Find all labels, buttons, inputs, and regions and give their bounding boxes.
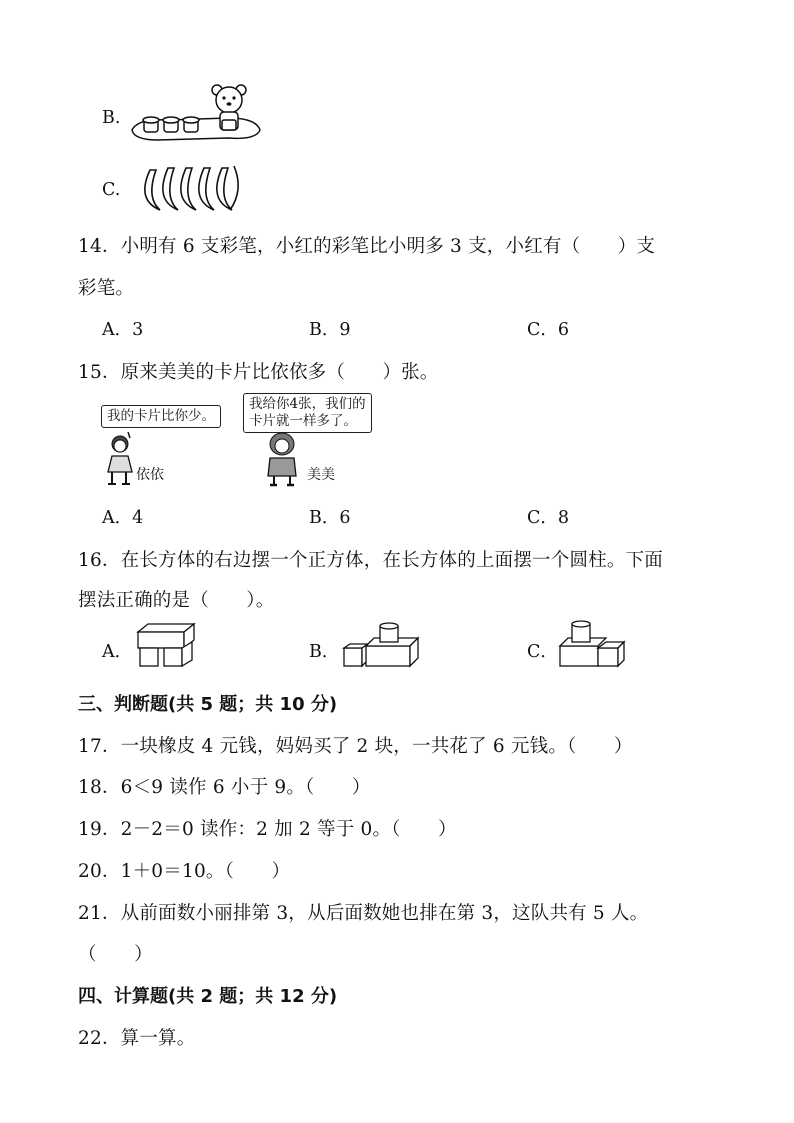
section3-title: 三、判断题(共 5 题；共 10 分) [78,694,338,715]
q16-option-b: B． [309,642,340,662]
q16-option-c: C． [527,642,558,662]
bubble-meimei-line2: 卡片就一样多了。 [249,413,357,429]
q16-stem-line1: 16．在长方体的右边摆一个正方体，在长方体的上面摆一个圆柱。下面 [78,550,663,571]
q22: 22．算一算。 [78,1028,196,1049]
speech-bubble-yiyi [101,405,221,428]
q17: 17．一块橡皮 4 元钱，妈妈买了 2 块，一共花了 6 元钱。（ ） [78,736,633,757]
q15-stem: 15．原来美美的卡片比依依多（ ）张。 [78,362,439,383]
q18: 18．6＜9 读作 6 小于 9。（ ） [78,777,371,798]
q14-option-b: B．9 [309,320,351,340]
q21: 21．从前面数小丽排第 3，从后面数她也排在第 3，这队共有 5 人。 [78,903,649,924]
q14-option-c: C．6 [527,320,570,340]
name-meimei: 美美 [307,467,335,483]
q20: 20．1＋0＝10。（ ） [78,861,291,882]
q13-option-b-label: B. [102,108,121,128]
q15-option-b: B．6 [309,508,351,528]
girl-meimei-icon [262,430,302,488]
name-yiyi: 依依 [136,467,164,483]
bubble-yiyi-text: 我的卡片比你少。 [107,408,215,424]
bear-with-jars-icon [128,84,268,144]
q14-stem-line2: 彩笔。 [78,278,135,299]
bananas-icon [134,160,244,216]
q14-option-a: A．3 [102,320,144,340]
q13-option-c-label: C. [102,180,121,200]
q16-option-a: A． [102,642,133,662]
q15-option-c: C．8 [527,508,570,528]
girl-yiyi-icon [104,432,140,488]
section4-title: 四、计算题(共 2 题；共 12 分) [78,986,338,1007]
bubble-meimei-line1: 我给你4张，我们的 [249,396,366,412]
q21-paren: （ ） [78,944,153,965]
speech-bubble-meimei [243,393,372,433]
q16-stem-line2: 摆法正确的是（ ）。 [78,590,275,611]
q15-option-a: A．4 [102,508,144,528]
shapes-arrangement-a [136,620,198,670]
shapes-arrangement-b [342,620,422,668]
shapes-arrangement-c [558,620,634,668]
q14-stem-line1: 14．小明有 6 支彩笔，小红的彩笔比小明多 3 支，小红有（ ）支 [78,236,656,257]
q19: 19．2－2＝0 读作：2 加 2 等于 0。（ ） [78,819,457,840]
